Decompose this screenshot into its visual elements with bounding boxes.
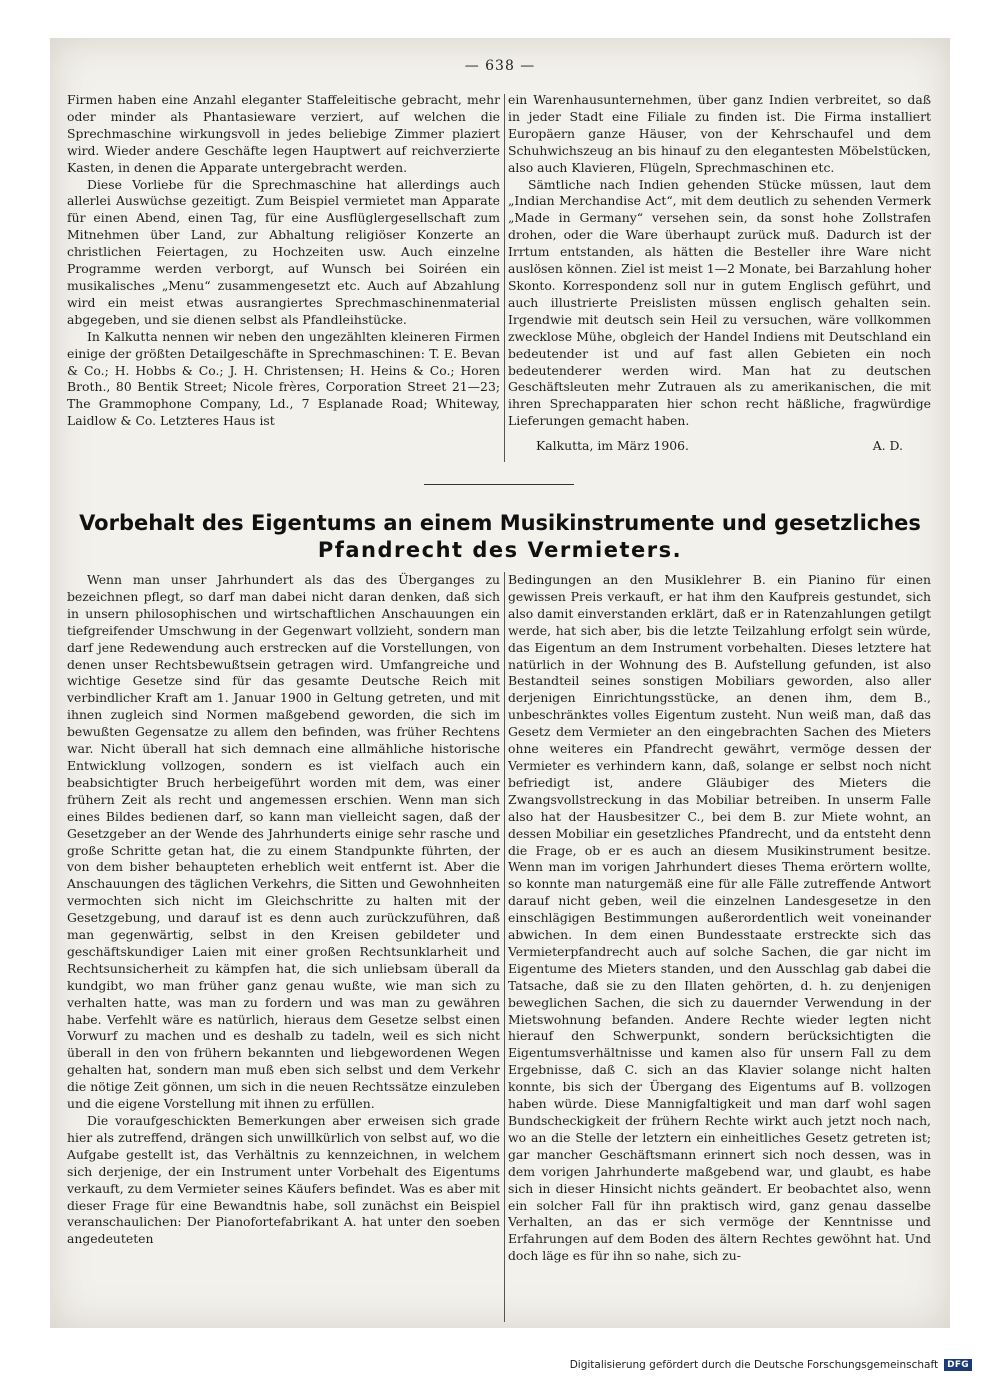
signature-place-date: Kalkutta, im März 1906. xyxy=(536,438,689,454)
scanned-page xyxy=(50,38,950,1328)
paragraph: Bedingungen an den Musiklehrer B. ein Pianino für einen gewissen Preis verkauft, er hat ihm den Kaufpreis gestundet, sich also damit einverstanden erklärt, daß er in Ratenzahlungen getilgt werde, hat sich aber, bis die letzte Teilzahlung erfolgt sein würde, das Eigentum an dem Instrument vorbehalten. Dieses letztere hat natürlich in der Wohnung des B. Aufstellung gefunden, ist also Bestandteil seines sonstigen Mobiliars geworden, also aller derjenigen Einrichtungsstücke, an denen ihm, dem B., unbeschränktes volles Eigentum zusteht. Nun weiß man, daß das Gesetz dem Vermieter an den eingebrachten Sachen des Mieters ohne weiteres ein Pfandrecht gewährt, vermöge dessen der Vermieter es verhindern kann, daß, solange er selbst noch nicht befriedigt ist, andere Gläubiger des Mieters die Zwangsvollstreckung in das Mobiliar betreiben. In unserm Falle also hat der Hausbesitzer C., bei dem B. zur Miete wohnt, an dessen Mobiliar ein gesetzliches Pfandrecht, und da entsteht denn die Frage, ob er es auch an diesem Musikinstrument besitze. Wenn man im vorigen Jahrhundert dieses Thema erörtern wollte, so konnte man naturgemäß eine für alle Fälle zutreffende Antwort darauf nicht geben, weil die einzelnen Landesgesetze in den einschlägigen Bestimmungen außerordentlich weit voneinander abwichen. In dem einen Bundesstaate erstreckte sich das Vermieterpfandrecht auch auf solche Sachen, die gar nicht im Eigentume des Mieters standen, und den Ausschlag gab dabei die Tatsache, daß sie zu den Illaten gehörten, d. h. zu denjenigen beweglichen Sachen, die sich zu dauernder Verwendung in der Mietswohnung befanden. Andere Rechte wieder legten nicht hierauf den Schwerpunkt, sondern berücksichtigten die Eigentumsverhältnisse und kamen also für unsern Fall zu dem Ergebnisse, daß C. sich an das Klavier solange nicht halten konnte, bis sich der Übergang des Eigentums auf B. vollzogen haben würde. Diese Mannigfaltigkeit und man darf wohl sagen Bundscheckigkeit der frühern Rechte wirkt auch jetzt noch nach, wo an die Stelle der letztern ein einheitliches Gesetz getreten ist; gar mancher Geschäftsmann erinnert sich noch dessen, was in dem vorigen Jahrhunderte maßgebend war, und glaubt, es habe sich in dieser Hinsicht nichts geändert. Er beobachtet also, wenn ein solcher Fall für ihn praktisch wird, ganz genau dasselbe Verhalten, an das er sich vermöge der Kenntnisse und Erfahrungen auf dem Boden des ältern Rechtes gewöhnt hat. Und doch läge es für ihn so nahe, sich zu- xyxy=(508,572,931,1264)
footer-text: Digitalisierung gefördert durch die Deutsche Forschungsgemeinschaft xyxy=(569,1359,939,1371)
paragraph: ein Warenhausunternehmen, über ganz Indien verbreitet, so daß in jeder Stadt eine Filiale zu finden ist. Die Firma installiert Europäern ganze Häuser, von der Kehrschaufel und dem Schuhwichszeug an bis hinauf zu den elegantesten Möbelstücken, also auch Klavieren, Flügeln, Sprechmaschinen etc. xyxy=(508,92,931,175)
headline-line-2: Pfandrecht des Vermieters. xyxy=(317,538,683,562)
signature-line xyxy=(508,430,931,455)
signature-initials: A. D. xyxy=(872,438,903,454)
paragraph: In Kalkutta nennen wir neben den ungezählten kleineren Firmen einige der größten Detailgeschäfte in Sprechmaschinen: T. E. Bevan & Co.; H. Hobbs & Co.; J. H. Christensen; H. Heins & Co.; Horen Broth., 80 Bentik Street; Nicole frères, Corporation Street 21—23; The Grammophone Company, Ld., 7 Esplanade Road; Whiteway, Laidlow & Co. Letzteres Haus ist xyxy=(67,328,500,429)
paragraph: Diese Vorliebe für die Sprechmaschine hat allerdings auch allerlei Auswüchse gezeitigt. Zum Beispiel vermietet man Apparate für einen Abend, einen Tag, für eine Ausflüglergesellschaft zum Mitnehmen über Land, zur Abhaltung religiöser Konzerte an christlichen Feiertagen, zu Hochzeiten usw. Auch einzelne Programme werden verborgt, auf Wunsch bei Soiréen ein musikalisches „Menu“ zusammengesetzt etc. Auch auf Abzahlung wird ein meist etwas ausrangiertes Sprechmaschinenmaterial abgegeben, und sie dienen selbst als Pfandleihstücke. xyxy=(67,176,500,327)
top-right-column xyxy=(508,92,931,504)
bottom-right-column xyxy=(508,572,931,1322)
paragraph: Firmen haben eine Anzahl eleganter Staffeleitische gebracht, mehr oder minder als Phantasieware verziert, auf welchen die Sprechmaschine wirkungsvoll in jedes beliebige Zimmer plaziert wird. Wieder andere Geschäfte legen Hauptwert auf reichverzierte Kasten, in denen die Apparate untergebracht werden. xyxy=(67,92,500,175)
paragraph: Wenn man unser Jahrhundert als das des Überganges zu bezeichnen pflegt, so darf man dabei nicht daran denken, daß sich in unsern philosophischen und wirtschaftlichen Anschauungen ein tiefgreifender Umschwung in der Gegenwart vollzieht, sondern man darf jene Redewendung auch erstrecken auf die Vorstellungen, von denen unser Rechtsbewußtsein getragen wird. Umfangreiche und wichtige Gesetze sind für das gesamte Deutsche Reich mit verbindlicher Kraft am 1. Januar 1900 in Geltung getreten, und mit ihnen zugleich sind Normen maßgebend geworden, die sich im bewußten Gegensatze zu allem den befinden, was früher Rechtens war. Nicht überall hat sich demnach eine allmähliche historische Entwicklung vollzogen, sondern es ist vielfach auch ein beabsichtigter Bruch herbeigeführt worden mit dem, was einer frühern Zeit als recht und angemessen erschien. Wenn man sich eines Bildes bedienen darf, so kann man vielleicht sagen, daß der Gesetzgeber an der Wende des Jahrhunderts einige sehr rasche und große Schritte getan hat, die zu einem Standpunkte führten, der von dem bisher behaupteten erheblich weit entfernt ist. Aber die Anschauungen des täglichen Verkehrs, die Sitten und Gewohnheiten vermochten sich nicht im Gleichschritte zu halten mit der Gesetzgebung, und darauf ist es denn auch zurückzuführen, daß man gegenwärtig, selbst in den Kreisen gebildeter und geschäftskundiger Laien mit einer großen Rechtsunklarheit und Rechtsunsicherheit zu kämpfen hat, die sich unliebsam überall da kundgibt, wo man früher ganz genau wußte, wie man sich zu verhalten hatte, was man zu fordern und was man zu gewähren habe. Verfehlt wäre es natürlich, hieraus dem Gesetze selbst einen Vorwurf zu machen und es deshalb zu tadeln, weil es sich nicht überall in den von frühern bekannten und liebgewordenen Wegen gehalten hat, sondern man muß eben sich selbst und dem Verkehr die nötige Zeit gönnen, um sich in die neuen Rechtssätze einzuleben und die eigene Vorstellung mit ihnen zu erfüllen. xyxy=(67,572,500,1112)
page-number: — 638 — xyxy=(464,58,536,74)
headline-line-1: Vorbehalt des Eigentums an einem Musikinstrumente und gesetzliches xyxy=(79,511,921,535)
top-left-column xyxy=(67,92,500,504)
section-separator xyxy=(424,484,574,485)
paragraph: Sämtliche nach Indien gehenden Stücke müssen, laut dem „Indian Merchandise Act“, mit dem deutlich zu sehenden Vermerk „Made in Germany“ versehen sein, da sonst hohe Zollstrafen drohen, oder die Ware überhaupt zurück muß. Dadurch ist der Irrtum entstanden, als hätten die Besteller ihre Ware nicht auslösen können. Ziel ist meist 1—2 Monate, bei Barzahlung hoher Skonto. Korrespondenz soll nur in gutem Englisch geführt, und auch illustrierte Preislisten müssen englisch gehalten sein. Irgendwie mit deutsch sein Heil zu versuchen, wäre vollkommen zwecklose Mühe, obgleich der Handel Indiens mit Deutschland ein bedeutender ist und auf fast allen Gebieten ein noch bedeutenderer werden wird. Man hat zu deutschen Geschäftsleuten mehr Zutrauen als zu amerikanischen, die mit ihren Sprechapparaten hier schon recht häßliche, fragwürdige Lieferungen gemacht haben. xyxy=(508,176,931,429)
dfg-logo: DFG xyxy=(944,1359,972,1371)
article-headline xyxy=(70,510,930,564)
bottom-left-column xyxy=(67,572,500,1322)
column-divider xyxy=(504,572,505,1322)
paragraph: Die voraufgeschickten Bemerkungen aber erweisen sich grade hier als zutreffend, drängen sich unwillkürlich von selbst auf, wo die Aufgabe gestellt ist, das Verhältnis zu kennzeichnen, in welchem sich derjenige, der ein Instrument unter Vorbehalt des Eigentums verkauft, zu dem Vermieter seines Käufers befindet. Was es aber mit dieser Frage für eine Bewandtnis habe, soll zunächst ein Beispiel veranschaulichen: Der Pianofortefabrikant A. hat unter den soeben angedeuteten xyxy=(67,1113,500,1247)
column-divider xyxy=(504,94,505,462)
footer-credit xyxy=(570,1359,972,1371)
